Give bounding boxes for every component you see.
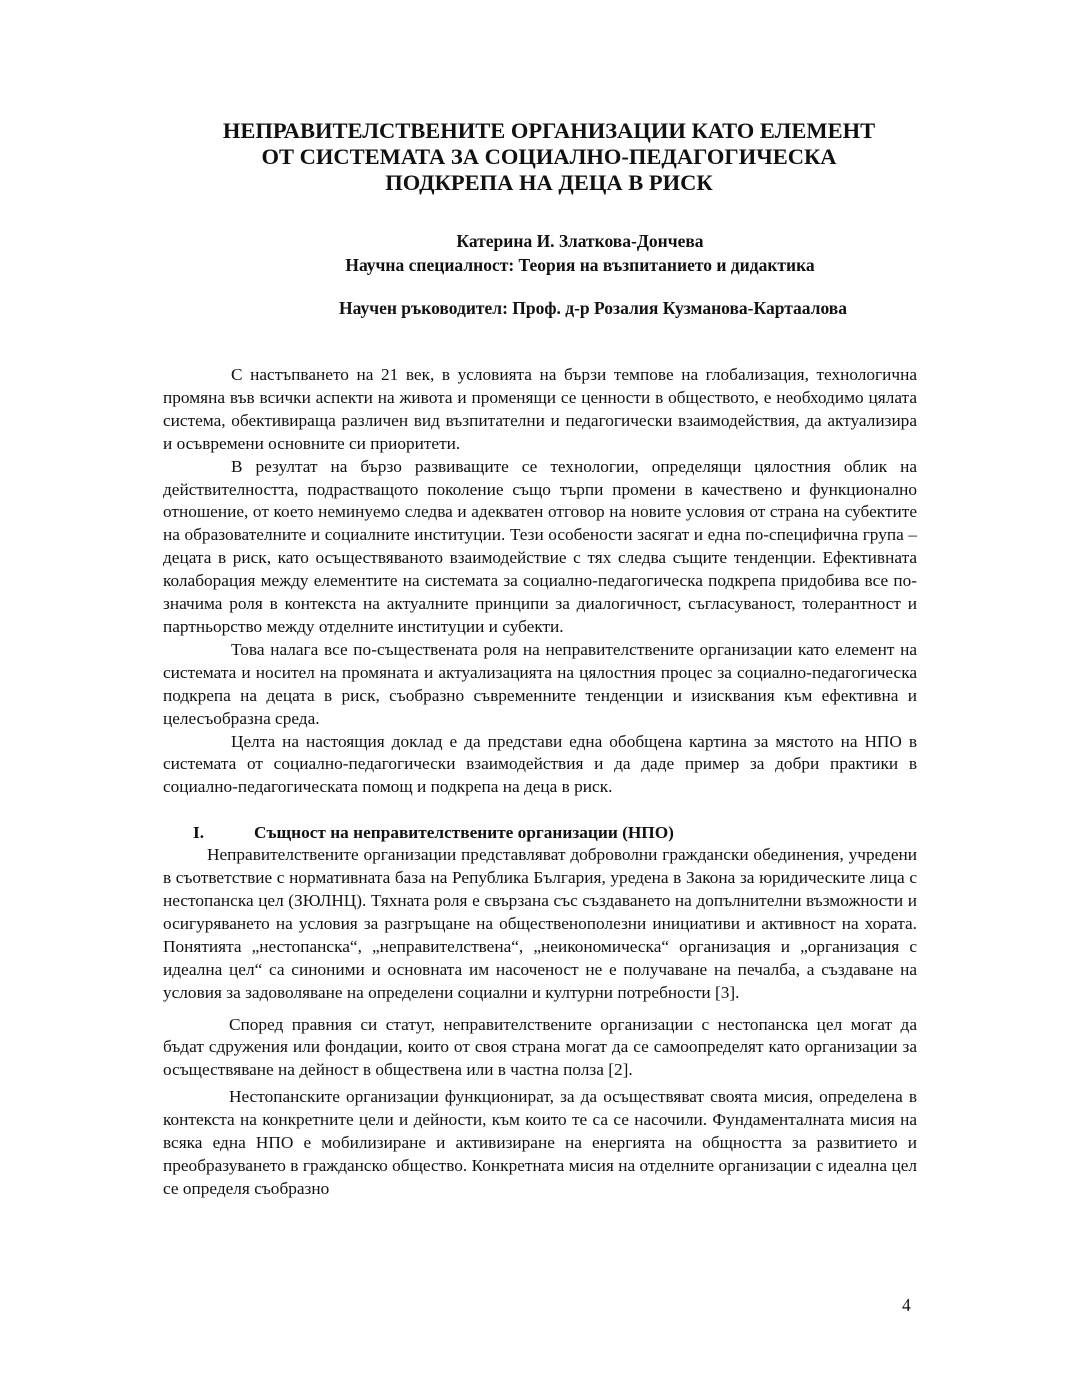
paragraph: Според правния си статут, неправителствените организации с нестопанска цел могат да бъдат сдружения или фондации, които от своя страна могат да се самоопределят като организации за осъществяване на дейност в обществена или в частна полза [2]. (163, 1014, 917, 1080)
paragraph: Това налага все по-съществената роля на неправителствените организации като елемент на системата и носител на промяната и актуализацията на цялостния процес за социално-педагогическа подкрепа на децата в риск, съобразно съвременните тенденции и изисквания към ефективна и целесъобразна среда. (163, 639, 917, 728)
paragraph: Целта на настоящия доклад е да представи една обобщена картина за мястото на НПО в системата от социално-педагогически взаимодействия и да даде пример за добри практики в социално-педагогическата помощ и подкрепа на деца в риск. (163, 731, 917, 797)
paragraph: Нестопанските организации функционират, за да осъществяват своята мисия, определена в контекста на конкретните цели и дейности, към които те са се насочили. Фундаменталната мисия на всяка една НПО е мобилизиране и активизиране на енергията на общността за развитието и преобразуването в гражданско общество. Конкретната мисия на отделните организации с идеална цел се определя съобразно (163, 1087, 917, 1198)
paragraph: Неправителствените организации представляват доброволни граждански обединения, учредени в съответствие с нормативната база на Република България, уредена в Закона за юридическите лица с нестопанска цел (ЗЮЛНЦ). Тяхната роля е свързана със създаването на допълнителни възможности и осигуряването на условия за разгръщане на общественополезни инициативи и активност на хората. Понятията „нестопанска“, „неправителствена“, „неикономическа“ организация и „организация с идеална цел“ са синоними и основната им насоченост не е получаване на печалба, а създаване на условия за задоволяване на определени социални и културни потребности [3]. (163, 845, 917, 1002)
section-number: I. (193, 823, 205, 843)
paragraph: С настъпването на 21 век, в условията на бързи темпове на глобализация, технологична промяна във всички аспекти на живота и променящи се ценности в обществото, е необходимо цялата система, обективираща различен вид възпитателни и педагогически взаимодействия, да актуализира и осъвремени основните си приоритети. (163, 365, 917, 453)
author-block (163, 229, 917, 277)
title-line-3: ПОДКРЕПА НА ДЕЦА В РИСК (385, 170, 713, 195)
section-heading (163, 821, 917, 844)
section-title: Същност на неправителствените организации (НПО) (254, 823, 674, 843)
author-name: Катерина И. Златкова-Дончева (456, 231, 704, 251)
scientific-advisor: Научен ръководител: Проф. д-р Розалия Кузманова-Картаалова (338, 298, 847, 318)
title-line-2: ОТ СИСТЕМАТА ЗА СОЦИАЛНО-ПЕДАГОГИЧЕСКА (261, 144, 837, 169)
body-text (163, 364, 917, 1201)
title-line-1: НЕПРАВИТЕЛСТВЕНИТЕ ОРГАНИЗАЦИИ КАТО ЕЛЕМЕНТ (222, 118, 876, 143)
author-specialty: Научна специалност: Теория на възпитанието и дидактика (345, 255, 815, 275)
paragraph: В резултат на бързо развиващите се технологии, определящи цялостния облик на действителността, подрастващото поколение също търпи промени в качествено и функционално отношение, от което неминуемо следва и адекватен отговор на новите условия от страна на субектите на образователните и социалните институции. Тези особености засягат и една по-специфична група – децата в риск, като осъществяваното взаимодействие с тях следва същите тенденции. Ефективната колаборация между елементите на системата за социално-педагогическа подкрепа придобива все по-значима роля в контекста на актуалните принципи за диалогичност, съгласуваност, толерантност и партньорство между отделните институции и субекти. (163, 456, 917, 636)
page-number: 4 (902, 1295, 911, 1315)
document-title (163, 118, 917, 196)
document-page (163, 118, 917, 1201)
